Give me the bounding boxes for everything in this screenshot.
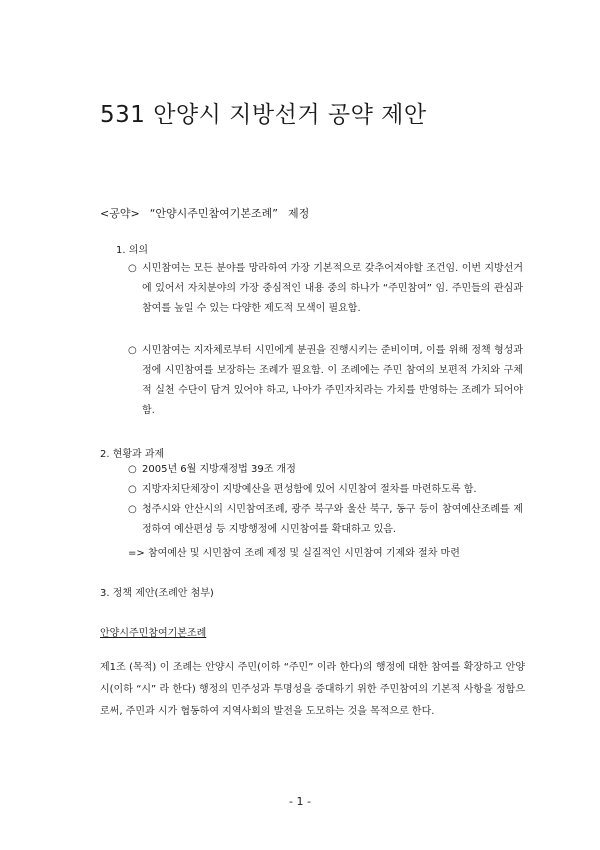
section-3-heading: 3. 정책 제안(조례안 첨부)	[100, 588, 214, 599]
section-1-item	[128, 341, 523, 421]
circle-bullet-icon: ○	[128, 484, 137, 495]
section-2-item-text: 지방자치단체장이 지방예산을 편성함에 있어 시민참여 절차를 마련하도록 함.	[142, 484, 477, 495]
section-1-item-text: 시민참여는 모든 분야를 망라하여 가장 기본적으로 갖추어져야할 조건임. 이번 지방선거에 있어서 자치분야의 가장 중심적인 내용 중의 하나가 “주민참여” 임. 주민들의 관심과 참여를 높일 수 있는 다양한 제도적 모색이 필요함.	[142, 263, 523, 314]
pledge-tag: <공약>	[100, 207, 140, 220]
circle-bullet-icon: ○	[128, 345, 137, 356]
ordinance-title: 안양시주민참여기본조례	[100, 628, 207, 639]
pledge-subtitle	[100, 205, 309, 221]
circle-bullet-icon: ○	[128, 263, 137, 274]
article-1: 제1조 (목적) 이 조례는 안양시 주민(이하 “주민” 이라 한다)의 행정에 대한 참여를 확장하고 안양시(이하 “시” 라 한다) 행정의 민주성과 투명성을 증대하기 위한 주민참여의 기본적 사항을 정함으로써, 주민과 시가 협동하여 지역사회의 발전을 도모하는 것을 목적으로 한다.	[100, 662, 525, 717]
pledge-name: “안양시주민참여기본조례”	[149, 207, 278, 220]
section-1-item	[128, 259, 523, 319]
section-1-item-text: 시민참여는 지자체로부터 시민에게 분권을 진행시키는 준비이며, 이를 위해 정책 형성과정에 시민참여를 보장하는 조례가 필요함. 이 조례에는 주민 참여의 보편적 가치와 구체적 실천 수단이 담겨 있어야 하고, 나아가 주민자치라는 가치를 반영하는 조례가 되어야 함.	[142, 345, 523, 416]
page-number: - 1 -	[289, 795, 311, 808]
page-title: 531 안양시 지방선거 공약 제안	[100, 102, 427, 128]
section-2-heading: 2. 현황과 과제	[100, 449, 165, 460]
circle-bullet-icon: ○	[128, 464, 137, 475]
pledge-action: 제정	[287, 207, 310, 220]
section-2-item	[128, 480, 523, 500]
section-2-item	[128, 500, 523, 540]
section-2-conclusion: => 참여예산 및 시민참여 조례 제정 및 실질적인 시민참여 기제와 절차 마련	[128, 548, 460, 559]
section-1-heading: 1. 의의	[116, 245, 149, 256]
circle-bullet-icon: ○	[128, 504, 137, 515]
section-2-item	[128, 460, 523, 480]
section-2-item-text: 2005년 6월 지방재정법 39조 개정	[142, 464, 296, 475]
section-2-item-text: 청주시와 안산시의 시민참여조례, 광주 북구와 울산 북구, 동구 등이 참여예산조례를 제정하여 예산편성 등 지방행정에 시민참여를 확대하고 있음.	[142, 504, 523, 535]
